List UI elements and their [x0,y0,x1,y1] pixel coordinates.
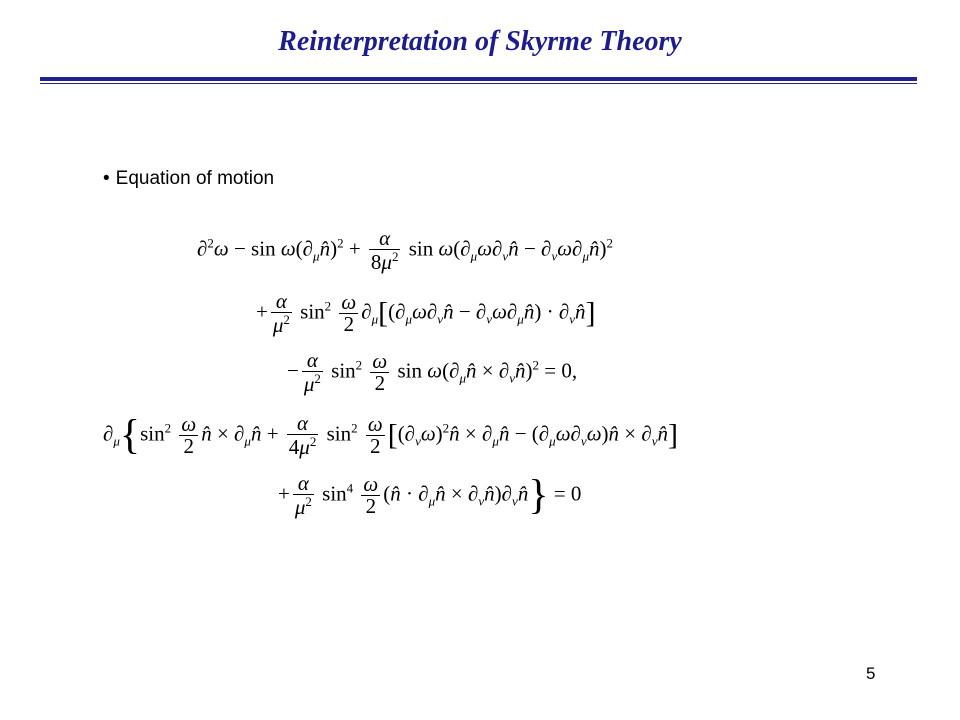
page-number: 5 [866,664,876,683]
bullet-item [103,168,274,190]
equation-line-5: + $\frac{\alpha}{\mu^2}$ $\sin^4$ $\frac{\omega}{2}$ (n̂ · $\partial_\mu n̂$ × $\partial_\nu n̂)\partial_\nu n̂\} = 0$ [278,471,582,519]
equation-line-3: − $\frac{\alpha}{\mu^2}$ $\sin^2$ $\frac{\omega}{2}$ $\sin \omega(\partial_\mu n̂$ × $\partial_\nu n̂)^2 = 0$, [287,348,578,396]
equation-line-1: $\partial^2\omega - \sin \omega(\partial_\mu n̂)^2$ + $\frac{\alpha}{8\mu^2}$ $\sin \omega(\partial_\mu\omega\partial_\nu n̂$ − $\partial_\nu\omega\partial_\mu n̂)^2$ [197,226,613,274]
title-underline-thin [40,83,917,84]
slide-title: Reinterpretation of Skyrme Theory [278,26,682,57]
bullet-text: Equation of motion [115,168,275,189]
bullet-marker: • [103,168,110,189]
title-underline-thick [40,77,917,81]
equation-line-2: + $\frac{\alpha}{\mu^2}$ $\sin^2$ $\frac{\omega}{2}$ $\partial_\mu[(\partial_\mu\omega\partial_\nu n̂$ − $\partial_\nu\omega\partial_\mu n̂$) · $\partial_\nu n̂$] [256,289,596,337]
equation-line-4: $\partial_\mu\{\sin^2$ $\frac{\omega}{2}$ n̂ × $\partial_\mu n̂$ + $\frac{\alpha}{4\mu^2}$ $\sin^2$ $\frac{\omega}{2}$ [$(\partial_\nu\omega)^2n̂$ × $\partial_\mu n̂$ − $(\partial_\mu\omega\partial_\nu\omega)n̂$ × $\partial_\nu n̂$] [103,411,679,459]
